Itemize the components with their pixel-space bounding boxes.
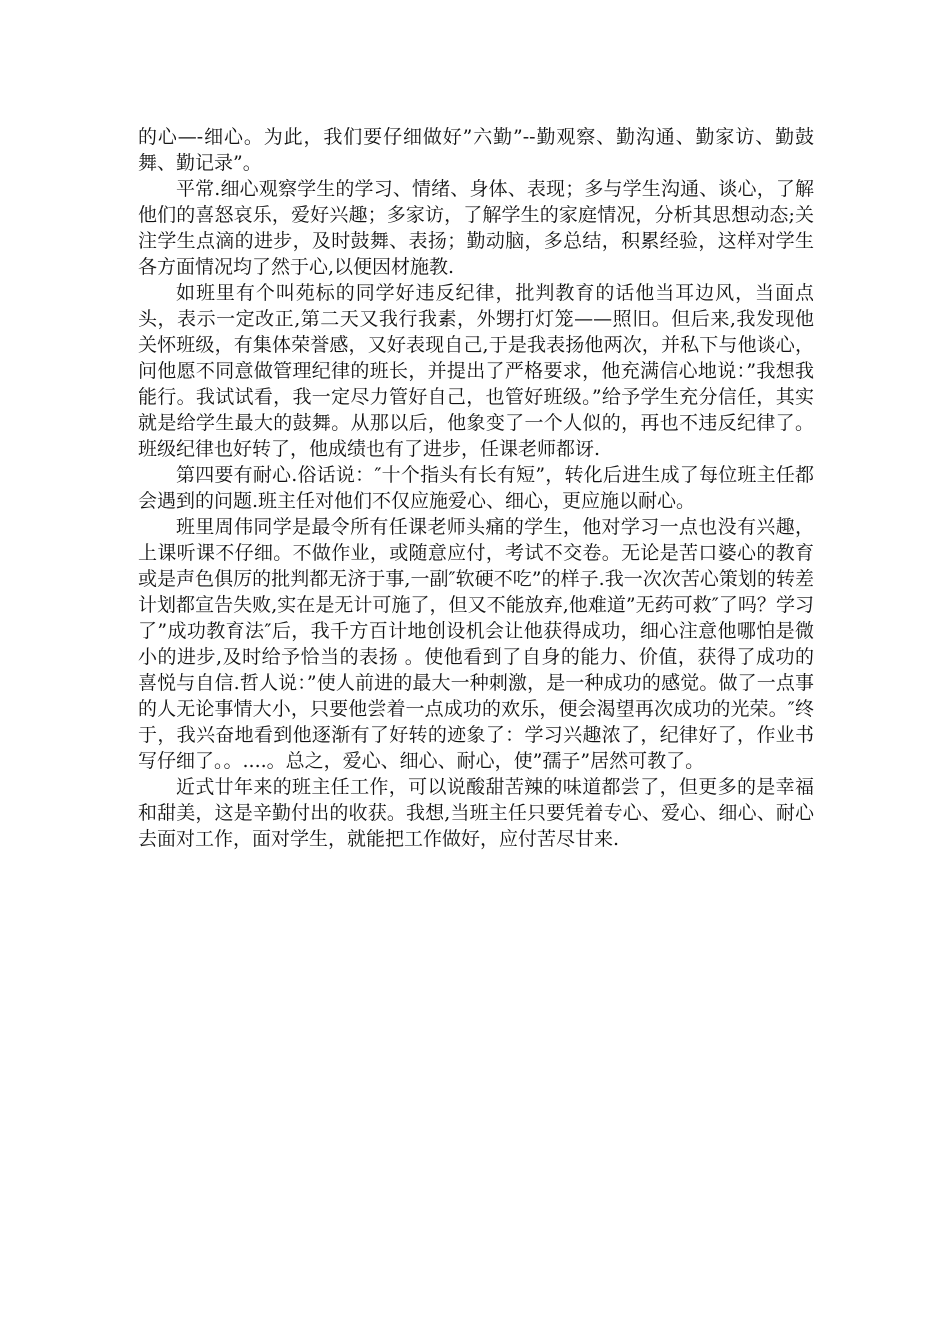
paragraph-patience: 第四要有耐心.俗话说：″十个指头有长有短”，转化后进生成了每位班主任都会遇到的问题.班主任对他们不仅应施爱心、细心，更应施以耐心。 [138, 464, 814, 512]
paragraph-zhouwei-example: 班里周伟同学是最令所有任课老师头痛的学生，他对学习一点也没有兴趣，上课听课不仔细。不做作业，或随意应付，考试不交卷。无论是苦口婆心的教育或是声色俱厉的批判都无济于事,一副″软硬不吃”的样子.我一次次苦心策划的转差计划都宣告失败,实在是无计可施了，但又不能放弃,他难道”无药可救″了吗？学习了”成功教育法″后，我千方百计地创设机会让他获得成功，细心注意他哪怕是微小的进步,及时给予恰当的表扬 。使他看到了自身的能力、价值，获得了成功的喜悦与自信.哲人说：”使人前进的最大一种刺激，是一种成功的感觉。做了一点事的人无论事情大小，只要他尝着一点成功的欢乐，便会渴望再次成功的光荣。″终于，我兴奋地看到他逐渐有了好转的迹象了：学习兴趣浓了，纪律好了，作业书写仔细了。。....。总之，爱心、细心、耐心，使”孺子”居然可教了。 [138, 516, 814, 772]
paragraph-observation: 平常.细心观察学生的学习、情绪、身体、表现；多与学生沟通、谈心，了解他们的喜怒哀乐，爱好兴趣；多家访，了解学生的家庭情况，分析其思想动态;关注学生点滴的进步，及时鼓舞、表扬；勤动脑，多总结，积累经验，这样对学生各方面情况均了然于心,以便因材施教. [138, 178, 814, 278]
paragraph-conclusion: 近式廿年来的班主任工作，可以说酸甜苦辣的味道都尝了，但更多的是幸福和甜美，这是辛勤付出的收获。我想,当班主任只要凭着专心、爱心、细心、耐心去面对工作，面对学生，就能把工作做好，应付苦尽甘来. [138, 776, 814, 850]
paragraph-continuation: 的心—-细心。为此，我们要仔细做好”六勤”--勤观察、勤沟通、勤家访、勤鼓舞、勤记录”。 [138, 126, 814, 174]
paragraph-yuanbiao-example: 如班里有个叫苑标的同学好违反纪律，批判教育的话他当耳边风，当面点头，表示一定改正,第二天又我行我素，外甥打灯笼——照旧。但后来,我发现他关怀班级，有集体荣誉感，又好表现自己,于是我表扬他两次，并私下与他谈心，问他愿不同意做管理纪律的班长，并提出了严格要求，他充满信心地说：”我想我能行。我试试看，我一定尽力管好自己，也管好班级。”给予学生充分信任，其实就是给学生最大的鼓舞。从那以后，他象变了一个人似的，再也不违反纪律了。班级纪律也好转了，他成绩也有了进步，任课老师都讶. [138, 282, 814, 460]
document-body [138, 124, 814, 852]
